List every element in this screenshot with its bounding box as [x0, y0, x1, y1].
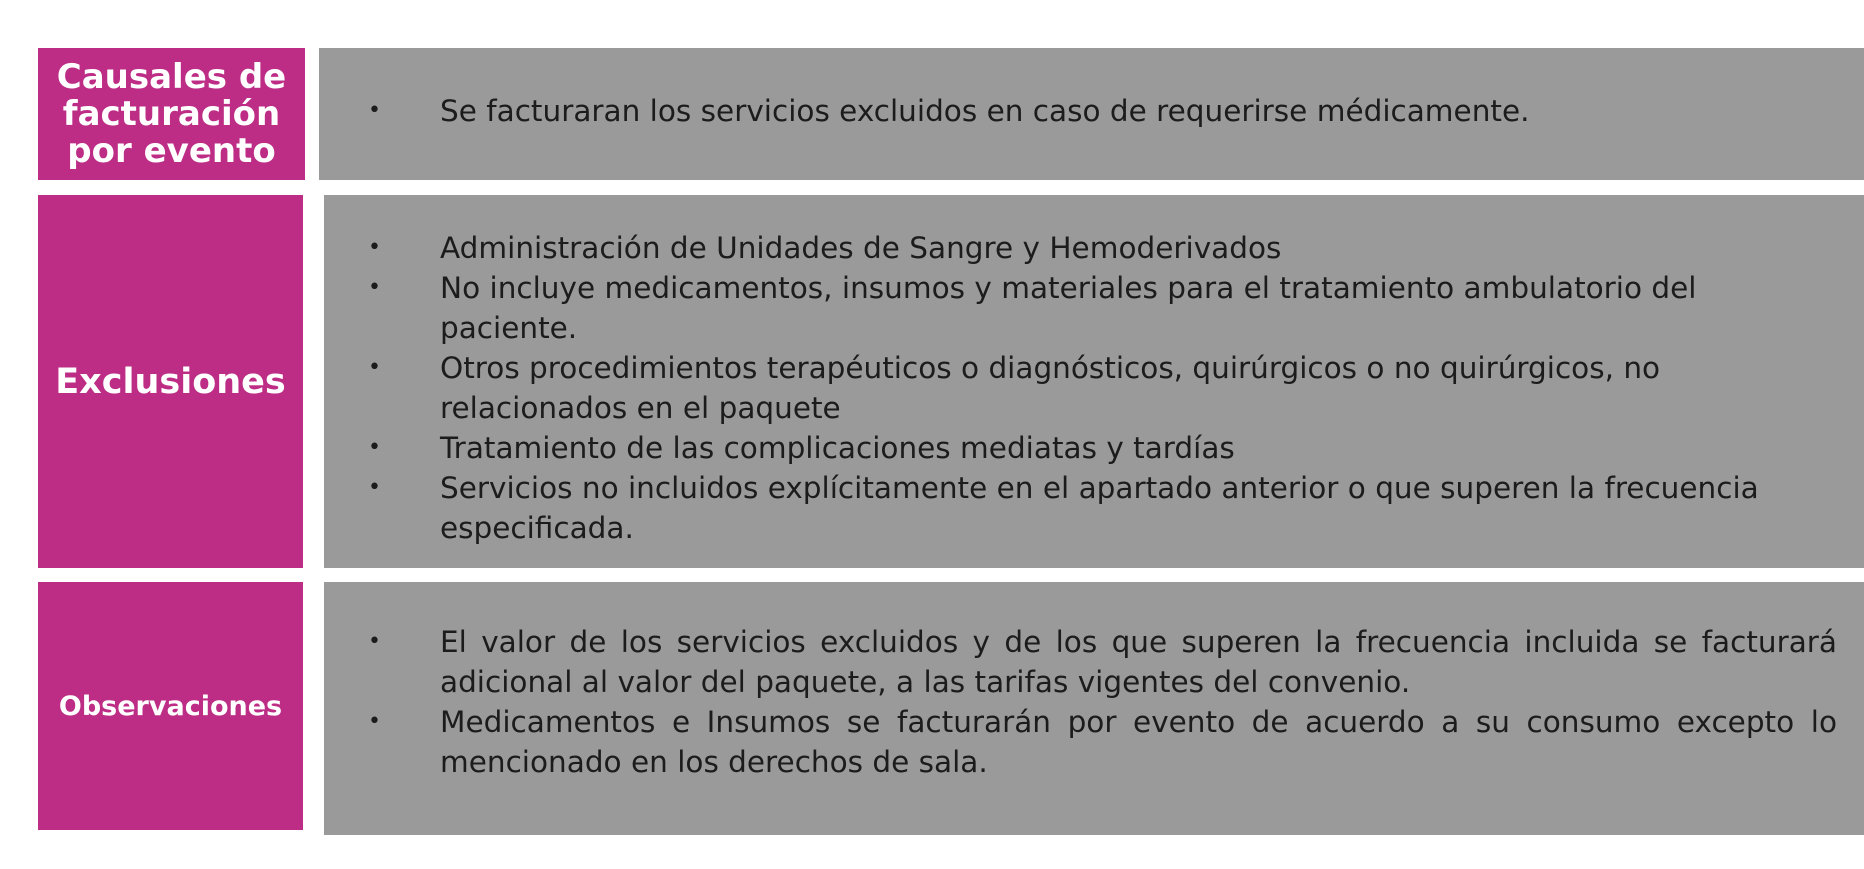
bullet-list — [368, 91, 1830, 131]
bullet-icon: • — [368, 355, 381, 380]
row-label-observaciones — [38, 582, 303, 830]
bullet-icon: • — [368, 275, 381, 300]
list-item-text: Medicamentos e Insumos se facturarán por evento de acuerdo a su consumo excepto lo mencionado en los derechos de sala. — [440, 705, 1837, 779]
list-item-text: Otros procedimientos terapéuticos o diagnósticos, quirúrgicos o no quirúrgicos, no relacionados en el paquete — [440, 351, 1661, 425]
row-label-text: Exclusiones — [55, 361, 286, 402]
list-item-text: Se facturaran los servicios excluidos en caso de requerirse médicamente. — [440, 94, 1530, 128]
list-item — [368, 702, 1837, 782]
row-label-text: Causales de facturación por evento — [56, 56, 287, 171]
bullet-icon: • — [368, 709, 381, 734]
row-content-exclusiones — [324, 195, 1864, 568]
list-item-text: Administración de Unidades de Sangre y Hemoderivados — [440, 231, 1282, 265]
bullet-icon: • — [368, 98, 381, 123]
bullet-list — [368, 622, 1837, 782]
list-item — [368, 228, 1840, 268]
bullet-list — [368, 228, 1840, 548]
list-item-text: No incluye medicamentos, insumos y materiales para el tratamiento ambulatorio del paciente. — [440, 271, 1697, 345]
bullet-icon: • — [368, 235, 381, 260]
bullet-icon: • — [368, 629, 381, 654]
list-item — [368, 622, 1837, 702]
row-content-causales — [319, 48, 1864, 180]
list-item — [368, 428, 1840, 468]
row-content-observaciones — [324, 582, 1864, 835]
list-item — [368, 91, 1830, 131]
bullet-icon: • — [368, 435, 381, 460]
row-label-causales — [38, 48, 305, 180]
list-item-text: El valor de los servicios excluidos y de los que superen la frecuencia incluida se facturará adicional al valor del paquete, a las tarifas vigentes del convenio. — [440, 625, 1837, 699]
list-item — [368, 268, 1840, 348]
list-item — [368, 348, 1840, 428]
list-item-text: Tratamiento de las complicaciones mediatas y tardías — [440, 431, 1235, 465]
list-item — [368, 468, 1840, 548]
row-label-exclusiones — [38, 195, 303, 568]
row-label-text: Observaciones — [58, 690, 283, 722]
bullet-icon: • — [368, 475, 381, 500]
list-item-text: Servicios no incluidos explícitamente en el apartado anterior o que superen la frecuencia especificada. — [440, 471, 1759, 545]
